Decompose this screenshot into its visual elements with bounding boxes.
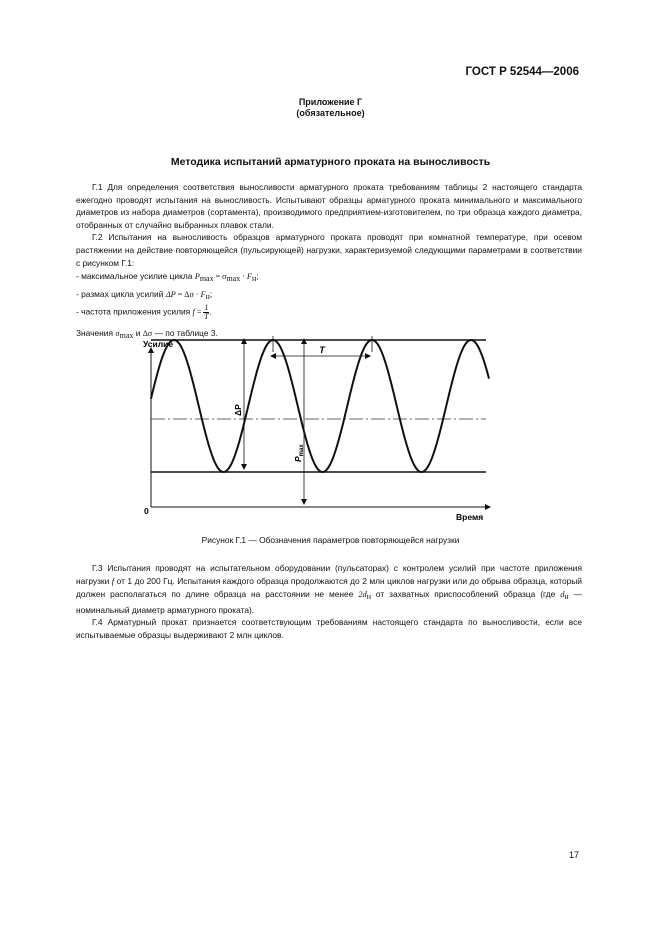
page-number: 17 bbox=[568, 850, 579, 860]
load-cycle-curve bbox=[151, 340, 489, 472]
values-reference: Значения $\sigma_{max}$ и Δσ — по таблице 3. bbox=[76, 328, 218, 341]
svg-text:Pmax: $P_{max}$ bbox=[293, 444, 305, 462]
list-item-frequency: - частота приложения усилия f = $\frac{1}{T}$ . bbox=[76, 303, 212, 322]
x-axis-label: Время bbox=[456, 512, 484, 522]
paragraph-g1: Г.1 Для определения соответствия выносливости арматурного проката требованиям таблицы 2 настоящего стандарта ежегодно проводят испытания на выносливость. Испытывают образцы арматурного проката минимального и максимального диаметров из набора диаметров (сортамента), производимого предприятием-изготовителем, по три образца каждого диаметра, отобранных от случайно выбранных плавок стали. bbox=[76, 182, 582, 230]
body-text-bottom bbox=[76, 562, 582, 642]
list-item-max-force: - максимальное усилие цикла $P_{max} = \sigma_{max} \cdot F_н$; bbox=[76, 271, 259, 284]
paragraph-g2: Г.2 Испытания на выносливость образцов арматурного проката проводят при комнатной температуре, при осевом растяжении на действие повторяющейся (пульсирующей) нагрузки, характеризуемой следующими параметрами в соответствии с рисунком Г.1: bbox=[76, 232, 582, 268]
frequency-fraction: $\frac{1}{T}$ bbox=[204, 303, 209, 322]
pmax-label bbox=[293, 444, 305, 462]
annex-status: (обязательное) bbox=[296, 108, 365, 118]
paragraph-g3: Г.3 Испытания проводят на испытательном оборудовании (пульсаторах) с контролем усилий при частоте приложения нагрузки f от 1 до 200 Гц. Испытания каждого образца продолжаются до 2 млн циклов нагрузки или до обрыва образца, который должен располагаться по длине образца на расстоянии не менее $2d_н$ от захватных приспособлений образца (где $d_н$ — номинальный диаметр арматурного проката). bbox=[76, 563, 582, 615]
section-title: Методика испытаний арматурного проката на выносливость bbox=[170, 156, 491, 168]
origin-label: 0 bbox=[144, 506, 149, 516]
annex-title: Приложение Г bbox=[298, 97, 363, 107]
range-label: ΔP bbox=[233, 404, 243, 416]
y-axis-label: Усилие bbox=[143, 339, 174, 349]
period-label: T bbox=[319, 345, 325, 355]
document-standard-number: ГОСТ Р 52544—2006 bbox=[465, 66, 579, 78]
list-item-force-range: - размах цикла усилий $\Delta P = \Delta\sigma \cdot F_н$; bbox=[76, 288, 213, 301]
figure-caption: Рисунок Г.1 — Обозначения параметров повторяющейся нагрузки bbox=[201, 535, 460, 545]
paragraph-g4: Г.4 Арматурный прокат признается соответствующим требованиям настоящего стандарта по выносливости, если все испытываемые образцы выдерживают 2 млн циклов. bbox=[76, 617, 582, 640]
